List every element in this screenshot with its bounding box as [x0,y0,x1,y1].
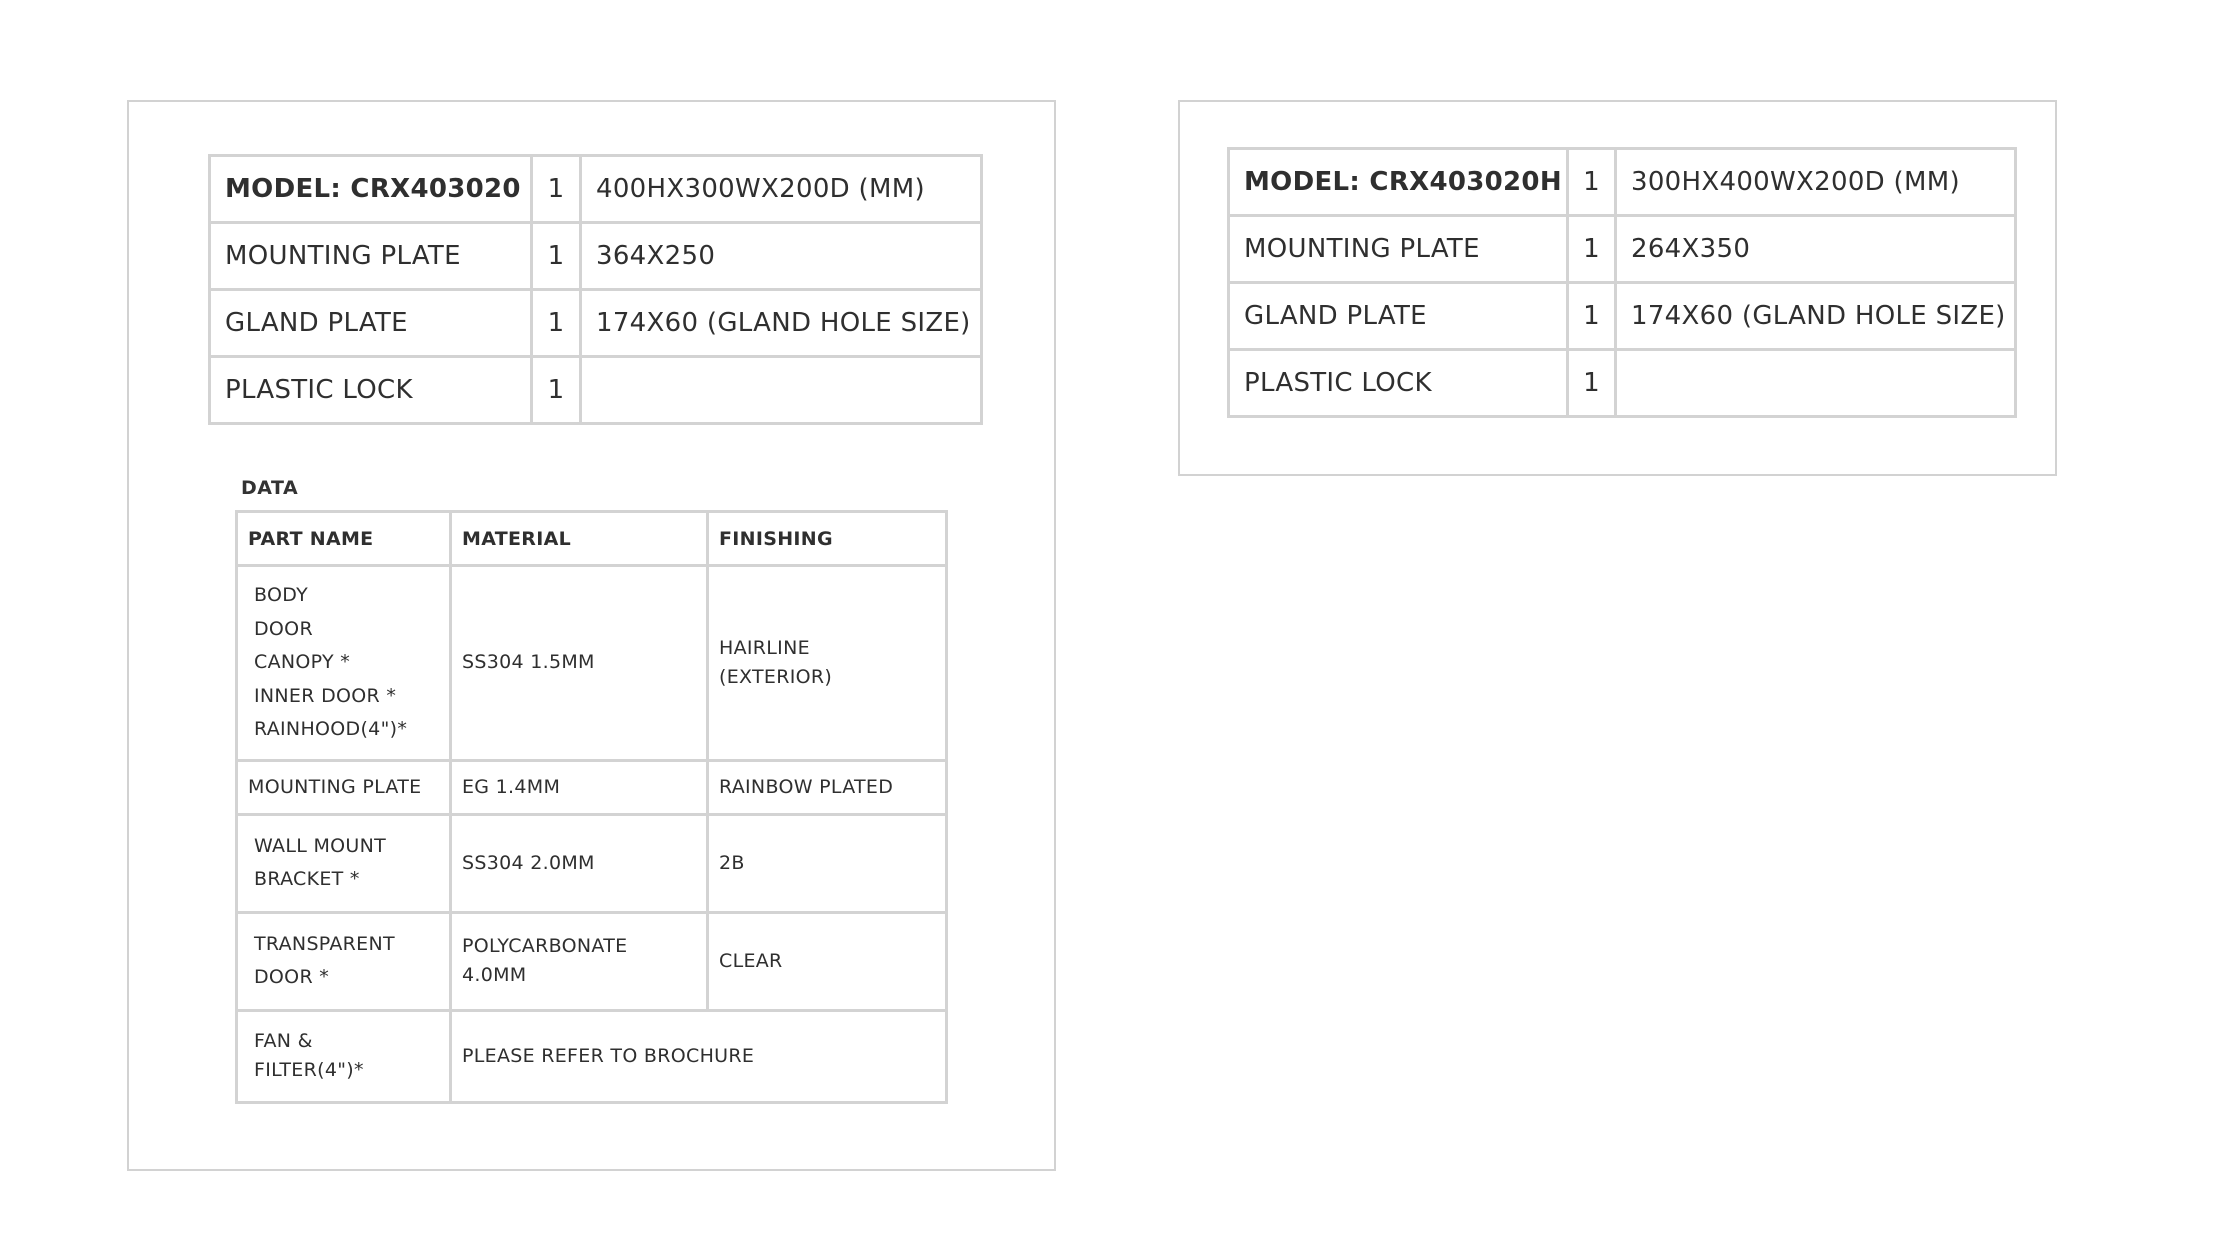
material-line: 4.0MM [462,964,527,986]
part-name: BODY [254,584,309,606]
part-name-cell [237,566,451,761]
note-cell: PLEASE REFER TO BROCHURE [451,1010,947,1102]
part-name: DOOR [254,617,313,640]
spec-qty: 1 [1568,216,1616,283]
spec-value [581,357,982,424]
part-name: BRACKET * [254,868,360,890]
spec-table-crx403020h [1227,147,2017,418]
spec-row-model [1229,149,2016,216]
spec-name: MOUNTING PLATE [1229,216,1568,283]
table-row [237,566,947,761]
spec-row-model [210,156,982,223]
finishing-cell: 2B [708,814,947,912]
spec-row-gland-plate [210,290,982,357]
spec-name: GLAND PLATE [1229,283,1568,350]
spec-value: 174X60 (GLAND HOLE SIZE) [581,290,982,357]
table-row [237,912,947,1010]
materials-header-row [237,512,947,566]
part-name-cell [237,1010,451,1102]
part-name: INNER DOOR * [254,684,397,707]
materials-table [235,510,948,1104]
finishing-cell: RAINBOW PLATED [708,760,947,814]
part-name: DOOR * [254,966,330,988]
material-line: POLYCARBONATE [462,935,628,957]
part-name: CANOPY * [254,651,351,673]
part-name-cell: MOUNTING PLATE [237,760,451,814]
table-row [237,814,947,912]
column-header-part-name: PART NAME [237,512,451,566]
part-name: RAINHOOD(4")* [254,718,408,740]
part-name-cell [237,912,451,1010]
spec-name: PLASTIC LOCK [210,357,532,424]
spec-qty: 1 [1568,283,1616,350]
spec-row-mounting-plate [1229,216,2016,283]
spec-row-gland-plate [1229,283,2016,350]
table-row [237,760,947,814]
spec-name: MODEL: CRX403020H [1229,149,1568,216]
column-header-material: MATERIAL [451,512,708,566]
material-cell: EG 1.4MM [451,760,708,814]
spec-value: 364X250 [581,223,982,290]
spec-qty: 1 [1568,350,1616,417]
data-section-title: DATA [241,477,299,499]
spec-name: PLASTIC LOCK [1229,350,1568,417]
part-name: FAN & [254,1030,313,1052]
part-name-cell [237,814,451,912]
spec-qty: 1 [532,223,581,290]
part-name: FILTER(4")* [254,1059,364,1081]
finishing-cell [708,566,947,761]
part-name: WALL MOUNT [254,834,387,857]
spec-name: MODEL: CRX403020 [210,156,532,223]
spec-name: GLAND PLATE [210,290,532,357]
spec-qty: 1 [532,357,581,424]
spec-value: 300HX400WX200D (MM) [1616,149,2016,216]
spec-qty: 1 [1568,149,1616,216]
table-row [237,1010,947,1102]
spec-value: 400HX300WX200D (MM) [581,156,982,223]
material-cell [451,912,708,1010]
column-header-finishing: FINISHING [708,512,947,566]
finishing-line: (EXTERIOR) [719,665,833,688]
materials-data-section [223,477,945,1104]
spec-row-plastic-lock [1229,350,2016,417]
spec-table-crx403020 [208,154,983,425]
spec-qty: 1 [532,290,581,357]
finishing-cell: CLEAR [708,912,947,1010]
material-cell: SS304 2.0MM [451,814,708,912]
spec-row-plastic-lock [210,357,982,424]
finishing-line: HAIRLINE [719,636,810,659]
spec-qty: 1 [532,156,581,223]
spec-value: 264X350 [1616,216,2016,283]
spec-row-mounting-plate [210,223,982,290]
spec-name: MOUNTING PLATE [210,223,532,290]
spec-value [1616,350,2016,417]
material-cell: SS304 1.5MM [451,566,708,761]
part-name: TRANSPARENT [254,932,395,955]
spec-value: 174X60 (GLAND HOLE SIZE) [1616,283,2016,350]
